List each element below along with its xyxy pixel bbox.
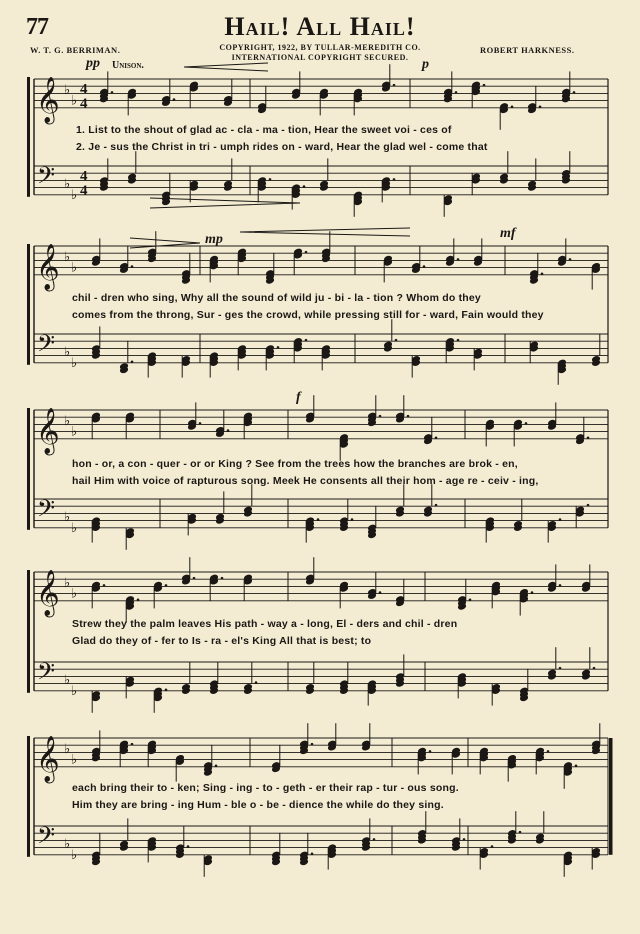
note-dot: [103, 584, 106, 587]
note-dot: [429, 750, 432, 753]
dynamic-forte: f: [296, 390, 301, 405]
flat-sign: ♭: [71, 847, 78, 863]
lyric-verse-1: Strew they the palm leaves His path - way a - long, El - ders and chil - dren: [72, 618, 458, 630]
hymn-title: Hail! All Hail!: [224, 12, 416, 41]
note-dot: [511, 106, 514, 109]
note-dot: [317, 518, 320, 521]
note-dot: [379, 415, 382, 418]
lyric-verse-2: comes from the throng, Sur - ges the crowd, while pressing still for - ward, Fain would they: [72, 309, 544, 321]
note-dot: [173, 98, 176, 101]
flat-sign: ♭: [64, 673, 71, 688]
note-dot: [311, 743, 314, 746]
lyric-verse-2: hail Him with voice of rapturous song. Meek He consents all their hom - age re - ceiv - ing,: [72, 475, 539, 487]
flat-sign: ♭: [64, 741, 71, 757]
note-dot: [137, 599, 140, 602]
note-dot: [463, 838, 466, 841]
flat-sign: ♭: [64, 82, 71, 98]
note-dot: [351, 518, 354, 521]
note-dot: [395, 339, 398, 342]
hairpin-crescendo: [130, 238, 200, 248]
bass-clef: 𝄢: [37, 821, 56, 855]
time-signature: 4: [80, 81, 88, 98]
note-dot: [593, 667, 596, 670]
note-dot: [469, 599, 472, 602]
flat-sign: ♭: [71, 683, 78, 699]
flat-sign: ♭: [64, 575, 71, 591]
note-dot: [587, 504, 590, 507]
lyric-verse-1: chil - dren who sing, Why all the sound of wild ju - bi - la - tion ? Whom do they: [72, 292, 481, 304]
note-dot: [559, 584, 562, 587]
flat-sign: ♭: [71, 424, 78, 440]
note-dot: [227, 429, 230, 432]
note-dot: [559, 518, 562, 521]
system-brace: [27, 570, 30, 693]
note-dot: [111, 91, 114, 94]
flat-sign: ♭: [64, 345, 71, 360]
time-signature: 4: [80, 95, 88, 112]
note-dot: [547, 750, 550, 753]
copyright-line: COPYRIGHT, 1922, BY TULLAR-MEREDITH CO.: [219, 43, 421, 52]
dynamic-mezzo-piano: mp: [205, 232, 223, 247]
dynamic-piano: p: [422, 57, 429, 72]
note-dot: [305, 339, 308, 342]
note-dot: [165, 689, 168, 692]
note-dot: [303, 185, 306, 188]
system-brace: [27, 736, 30, 857]
note-dot: [455, 91, 458, 94]
note-dot: [131, 743, 134, 746]
dynamic-mezzo-forte: mf: [500, 226, 516, 241]
system-brace: [27, 77, 30, 197]
note-dot: [559, 667, 562, 670]
unison-marking: Unison.: [112, 60, 144, 71]
note-dot: [221, 577, 224, 580]
hairpin-decrescendo: [240, 228, 410, 236]
note-dot: [305, 251, 308, 254]
note-dot: [575, 765, 578, 768]
flat-sign: ♭: [64, 413, 71, 429]
copyright-line: INTERNATIONAL COPYRIGHT SECURED.: [231, 53, 409, 62]
bass-clef: 𝄢: [37, 161, 56, 195]
note-dot: [373, 838, 376, 841]
note-dot: [193, 577, 196, 580]
note-dot: [435, 504, 438, 507]
note-dot: [457, 339, 460, 342]
treble-clef: 𝄞: [36, 569, 60, 616]
flat-sign: ♭: [71, 520, 78, 536]
note-dot: [215, 765, 218, 768]
lyric-verse-2: Glad do they of - fer to Is - ra - el's King All that is best; to: [72, 635, 372, 647]
flat-sign: ♭: [71, 187, 78, 203]
note-dot: [269, 178, 272, 181]
note-dot: [311, 853, 314, 856]
treble-clef: 𝄞: [36, 76, 60, 123]
lyric-verse-1: each bring their to - ken; Sing - ing - to - geth - er their rap - tur - ous song.: [72, 782, 459, 794]
lyricist-credit: W. T. G. BERRIMAN.: [30, 45, 121, 55]
treble-clef: 𝄞: [36, 243, 60, 290]
lyric-verse-2: Him they are bring - ing Hum - ble o - be - dience the while do they sing.: [72, 799, 444, 811]
note-dot: [165, 584, 168, 587]
note-dot: [573, 91, 576, 94]
note-dot: [457, 258, 460, 261]
flat-sign: ♭: [71, 260, 78, 276]
bass-clef: 𝄢: [37, 657, 56, 691]
note-dot: [531, 591, 534, 594]
flat-sign: ♭: [71, 586, 78, 602]
note-dot: [483, 84, 486, 87]
note-dot: [539, 106, 542, 109]
note-dot: [541, 273, 544, 276]
flat-sign: ♭: [71, 355, 78, 371]
note-dot: [199, 422, 202, 425]
time-signature: 4: [80, 168, 88, 185]
lyric-verse-2: 2. Je - sus the Christ in tri - umph rides on - ward, Hear the glad wel - come that: [76, 141, 488, 153]
note-dot: [491, 845, 494, 848]
flat-sign: ♭: [64, 249, 71, 265]
note-dot: [587, 437, 590, 440]
system-brace: [27, 408, 30, 530]
time-signature: 4: [80, 182, 88, 199]
note-dot: [393, 84, 396, 87]
note-dot: [255, 681, 258, 684]
page-number: 77: [26, 14, 48, 40]
note-dot: [131, 361, 134, 364]
system-brace: [27, 244, 30, 365]
note-dot: [379, 591, 382, 594]
note-dot: [525, 422, 528, 425]
hairpin-decrescendo: [184, 63, 268, 71]
final-barline-thick: [609, 738, 613, 855]
bass-clef: 𝄢: [37, 329, 56, 363]
note-dot: [435, 437, 438, 440]
bass-clef: 𝄢: [37, 494, 56, 528]
lyric-verse-1: 1. List to the shout of glad ac - cla - ma - tion, Hear the sweet voi - ces of: [76, 124, 452, 136]
flat-sign: ♭: [64, 510, 71, 525]
flat-sign: ♭: [64, 177, 71, 192]
treble-clef: 𝄞: [36, 407, 60, 454]
flat-sign: ♭: [71, 752, 78, 768]
note-dot: [393, 178, 396, 181]
note-dot: [131, 265, 134, 268]
flat-sign: ♭: [64, 837, 71, 852]
hairpin-crescendo: [150, 198, 300, 208]
note-dot: [407, 415, 410, 418]
treble-clef: 𝄞: [36, 735, 60, 782]
note-dot: [569, 258, 572, 261]
note-dot: [277, 346, 280, 349]
note-dot: [423, 265, 426, 268]
composer-credit: ROBERT HARKNESS.: [480, 45, 575, 55]
note-dot: [519, 831, 522, 834]
note-dot: [187, 845, 190, 848]
dynamic-pianissimo: pp: [86, 56, 100, 71]
lyric-verse-1: hon - or, a con - quer - or or King ? See from the trees how the branches are brok - en,: [72, 458, 518, 470]
flat-sign: ♭: [71, 93, 78, 109]
